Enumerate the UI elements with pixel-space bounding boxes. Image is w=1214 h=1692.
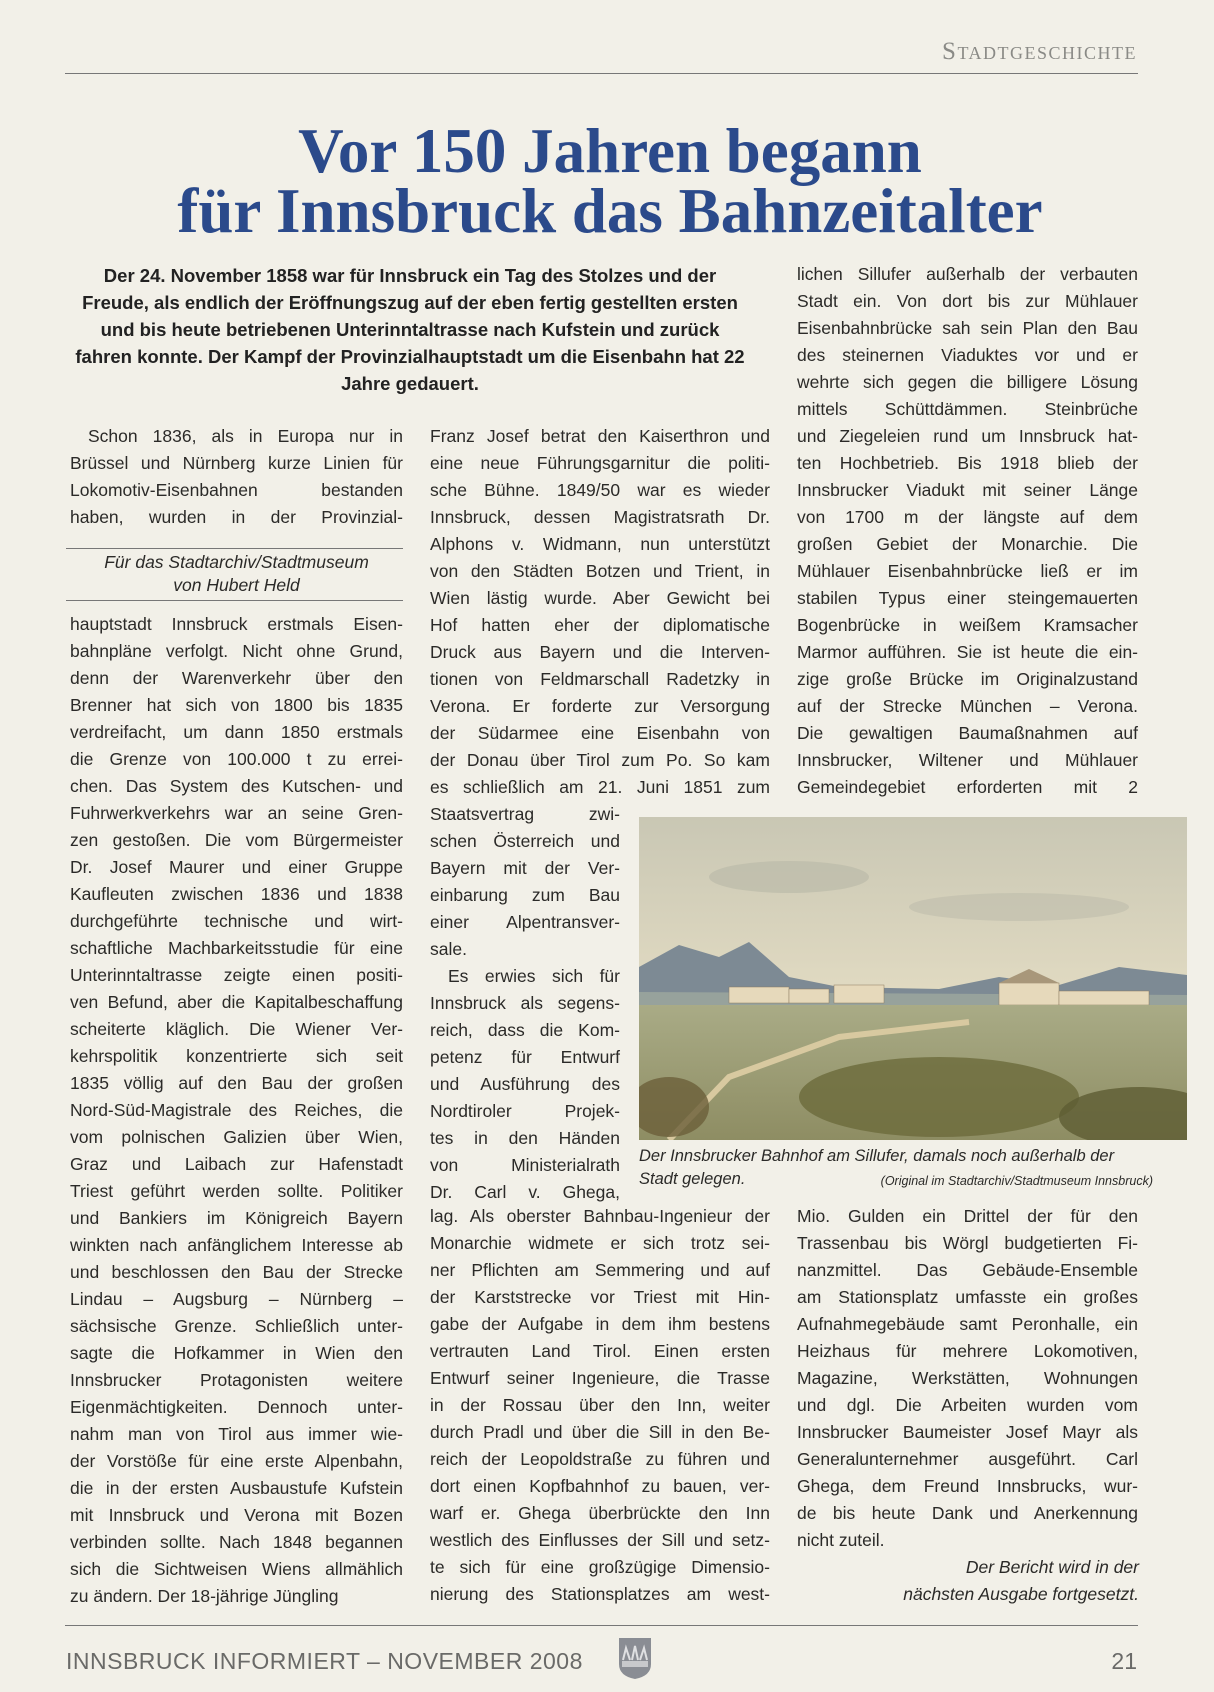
text-line: Dr. Josef Maurer und einer Gruppe (70, 857, 403, 877)
text-line: sche Bühne. 1849/50 war es wieder (430, 480, 770, 500)
headline-line-1: Vor 150 Jahren begann (298, 116, 922, 186)
text-line: Innsbrucker Protagonisten weitere (70, 1370, 403, 1390)
text-line: reich der Leopoldstraße zu führen und (430, 1449, 770, 1469)
text-line: verdreifacht, um dann 1850 erstmals (70, 722, 403, 742)
caption-line-1: Der Innsbrucker Bahnhof am Sillufer, damals noch außerhalb der (639, 1147, 1115, 1165)
text-line: Innsbrucker, Wiltener und Mühlauer (797, 750, 1138, 770)
painting-illustration (639, 817, 1187, 1140)
text-line: Monarchie widmete er sich trotz sei- (430, 1233, 770, 1253)
text-line: schaftliche Machbarkeitsstudie für eine (70, 938, 403, 958)
text-line: und dgl. Die Arbeiten wurden vom (797, 1395, 1138, 1415)
headline-line-2: für Innsbruck das Bahnzeitalter (177, 176, 1043, 246)
text-line: und beschlossen den Bau der Strecke (70, 1262, 403, 1282)
figure-caption (639, 1145, 1159, 1191)
text-line: sale. (430, 939, 467, 959)
text-line: der Vorstöße für eine erste Alpenbahn, (70, 1451, 403, 1471)
text-line: stabilen Typus einer steingemauerten (797, 588, 1138, 608)
footer-rule (65, 1625, 1138, 1626)
text-line: von den Städten Botzen und Trient, in (430, 561, 770, 581)
byline-rule-bottom (66, 600, 403, 601)
text-line: Marmor aufführen. Sie ist heute die ein- (797, 642, 1138, 662)
text-line: Innsbrucker Viadukt mit seiner Länge (797, 480, 1138, 500)
text-line: der Südarmee eine Eisenbahn von (430, 723, 770, 743)
text-line: westlich des Einflusses der Sill und setz- (430, 1530, 770, 1550)
text-line: und Bankiers im Königreich Bayern (70, 1208, 403, 1228)
text-line: Druck aus Bayern und die Interven- (430, 642, 770, 662)
text-line: dort einen Kopfbahnhof zu bauen, ver- (430, 1476, 770, 1496)
text-line: Mio. Gulden ein Drittel der für den (797, 1206, 1138, 1226)
text-line: de bis heute Dank und Anerkennung (797, 1503, 1138, 1523)
text-line: hauptstadt Innsbruck erstmals Eisen- (70, 614, 403, 634)
text-line: vom polnischen Galizien über Wien, (70, 1127, 403, 1147)
text-line: lichen Sillufer außerhalb der verbauten (797, 264, 1138, 284)
text-line: Franz Josef betrat den Kaiserthron und (430, 426, 770, 446)
text-line: te sich für eine großzügige Dimensio- (430, 1557, 770, 1577)
continued-line-1: Der Bericht wird in der (965, 1557, 1139, 1577)
text-line: Verona. Er forderte zur Versorgung (430, 696, 770, 716)
text-line: Es erwies sich für (448, 966, 620, 986)
text-line: nanzmittel. Das Gebäude-Ensemble (797, 1260, 1138, 1280)
text-line: Nordtiroler Projek- (430, 1101, 620, 1121)
byline (70, 551, 403, 597)
continued-note (903, 1554, 1139, 1608)
text-line: nahm man von Tirol aus immer wie- (70, 1424, 403, 1444)
text-line: Innsbruck als segens- (430, 993, 620, 1013)
text-line: warf er. Ghega überbrückte den Inn (430, 1503, 770, 1523)
text-line: Innsbruck, dessen Magistratsrath Dr. (430, 507, 770, 527)
text-line: ner Pflichten am Semmering und auf (430, 1260, 770, 1280)
text-line: Brüssel und Nürnberg kurze Linien für (70, 453, 403, 473)
text-line: die in der ersten Ausbaustufe Kufstein (70, 1478, 403, 1498)
city-crest-icon (618, 1634, 652, 1680)
text-line: Brenner hat sich von 1800 bis 1835 (70, 695, 403, 715)
text-line: am Stationsplatz umfasste ein großes (797, 1287, 1138, 1307)
text-line: großen Gebiet der Monarchie. Die (797, 534, 1138, 554)
text-line: schen Österreich und (430, 831, 620, 851)
text-line: des steinernen Viaduktes vor und er (797, 345, 1138, 365)
text-line: gabe der Aufgabe in dem ihm bestens (430, 1314, 770, 1334)
text-line: Stadt ein. Von dort bis zur Mühlauer (797, 291, 1138, 311)
text-line: es schließlich am 21. Juni 1851 zum (430, 777, 770, 797)
text-line: von 1700 m der längste auf dem (797, 507, 1138, 527)
text-line: Innsbrucker Baumeister Josef Mayr als (797, 1422, 1138, 1442)
text-line: tionen von Feldmarschall Radetzky in (430, 669, 770, 689)
text-line: mittels Schüttdämmen. Steinbrüche (797, 399, 1138, 419)
text-line: denn der Warenverkehr über den (70, 668, 403, 688)
station-painting (639, 817, 1187, 1140)
byline-author: von Hubert Held (173, 575, 300, 595)
text-line: Die gewaltigen Baumaßnahmen auf (797, 723, 1138, 743)
text-line: Ghega, dem Freund Innsbrucks, wur- (797, 1476, 1138, 1496)
text-line: Trassenbau bis Wörgl budgetierten Fi- (797, 1233, 1138, 1253)
text-line: bahnpläne verfolgt. Nicht ohne Grund, (70, 641, 403, 661)
text-line: zige große Brücke im Originalzustand (797, 669, 1138, 689)
text-line: Eisenbahnbrücke sah sein Plan den Bau (797, 318, 1138, 338)
text-line: Mühlauer Eisenbahnbrücke ließ er im (797, 561, 1138, 581)
text-line: chen. Das System des Kutschen- und (70, 776, 403, 796)
text-line: petenz für Entwurf (430, 1047, 620, 1067)
text-line: Eigenmächtigkeiten. Dennoch unter- (70, 1397, 403, 1417)
text-line: durch Pradl und über die Sill in den Be- (430, 1422, 770, 1442)
text-line: haben, wurden in der Provinzial- (70, 507, 403, 527)
text-line: eine neue Führungsgarnitur die politi- (430, 453, 770, 473)
text-line: tes in den Händen (430, 1128, 620, 1148)
text-line: sächsische Grenze. Schließlich unter- (70, 1316, 403, 1336)
text-line: Heizhaus für mehrere Lokomotiven, (797, 1341, 1138, 1361)
text-line: lag. Als oberster Bahnbau-Ingenieur der (430, 1206, 770, 1226)
text-line: wehrte sich gegen die billigere Lösung (797, 372, 1138, 392)
text-line: Lindau – Augsburg – Nürnberg – (70, 1289, 403, 1309)
text-line: die Grenze von 100.000 t zu errei- (70, 749, 403, 769)
text-line: und Ziegeleien rund um Innsbruck hat- (797, 426, 1138, 446)
text-line: Triest geführt werden sollte. Politiker (70, 1181, 403, 1201)
text-line: und Ausführung des (430, 1074, 620, 1094)
text-line: Entwurf seiner Ingenieure, die Trasse (430, 1368, 770, 1388)
byline-line-1: Für das Stadtarchiv/Stadtmuseum (104, 552, 369, 572)
text-line: Schon 1836, als in Europa nur in (88, 426, 403, 446)
text-line: sich die Sichtweisen Wiens allmählich (70, 1559, 403, 1579)
text-line: einbarung zum Bau (430, 885, 620, 905)
text-line: Gemeindegebiet erforderten mit 2 (797, 777, 1138, 797)
text-line: der Karststrecke vor Triest mit Hin- (430, 1287, 770, 1307)
text-line: Bogenbrücke in weißem Kramsacher (797, 615, 1138, 635)
text-line: Kaufleuten zwischen 1836 und 1838 (70, 884, 403, 904)
text-line: Wien lästig wurde. Aber Gewicht bei (430, 588, 770, 608)
text-line: Lokomotiv-Eisenbahnen bestanden (70, 480, 403, 500)
text-line: einer Alpentransver- (430, 912, 620, 932)
text-line: Dr. Carl v. Ghega, (430, 1182, 620, 1202)
text-line: nierung des Stationsplatzes am west- (430, 1584, 770, 1604)
publication-footer: INNSBRUCK INFORMIERT – NOVEMBER 2008 (66, 1648, 583, 1674)
text-line: mit Innsbruck und Verona mit Bozen (70, 1505, 403, 1525)
page-number: 21 (1111, 1648, 1137, 1674)
text-line: scheiterte kläglich. Die Wiener Ver- (70, 1019, 403, 1039)
text-line: zen gestoßen. Die vom Bürgermeister (70, 830, 403, 850)
text-line: Staatsvertrag zwi- (430, 804, 620, 824)
text-line: Graz und Laibach zur Hafenstadt (70, 1154, 403, 1174)
text-line: vertrauten Land Tirol. Einen ersten (430, 1341, 770, 1361)
continued-line-2: nächsten Ausgabe fortgesetzt. (903, 1584, 1139, 1604)
text-line: Hof hatten eher der diplomatische (430, 615, 770, 635)
text-line: ten Hochbetrieb. Bis 1918 blieb der (797, 453, 1138, 473)
text-line: der Donau über Tirol zum Po. So kam (430, 750, 770, 770)
text-line: winkten nach anfänglichem Interesse ab (70, 1235, 403, 1255)
text-line: Unterinntaltrasse zeigte einen positi- (70, 965, 403, 985)
text-line: verbinden sollte. Nach 1848 begannen (70, 1532, 403, 1552)
text-line: reich, dass die Kom- (430, 1020, 620, 1040)
text-line: kehrspolitik konzentrierte sich seit (70, 1046, 403, 1066)
byline-rule-top (66, 548, 403, 549)
text-line: Alphons v. Widmann, nun unterstützt (430, 534, 770, 554)
lead-paragraph: Der 24. November 1858 war für Innsbruck ein Tag des Stolzes und der Freude, als endlich der Eröffnungszug auf der eben fertig gestellten ersten und bis heute betriebenen Unterinntaltrasse nach Kufstein und zurück fahren konnte. Der Kampf der Provinzialhauptstadt um die Eisenbahn hat 22 Jahre gedauert. (75, 265, 745, 394)
text-line: 1835 völlig auf den Bau der großen (70, 1073, 403, 1093)
text-line: von Ministerialrath (430, 1155, 620, 1175)
text-line: Bayern mit der Ver- (430, 858, 620, 878)
text-line: sagte die Hofkammer in Wien den (70, 1343, 403, 1363)
text-line: nicht zuteil. (797, 1530, 885, 1550)
section-label: Stadtgeschichte (942, 38, 1137, 65)
text-line: Generalunternehmer ausgeführt. Carl (797, 1449, 1138, 1469)
text-line: Fuhrwerkverkehrs war an seine Gren- (70, 803, 403, 823)
text-line: Aufnahmegebäude samt Peronhalle, ein (797, 1314, 1138, 1334)
header-rule (65, 73, 1138, 74)
text-line: Nord-Süd-Magistrale des Reiches, die (70, 1100, 403, 1120)
text-line: durchgeführte technische und wirt- (70, 911, 403, 931)
image-credit: (Original im Stadtarchiv/Stadtmuseum Innsbruck) (880, 1174, 1153, 1188)
text-line: zu ändern. Der 18-jährige Jüngling (70, 1586, 339, 1606)
text-line: in der Rossau über den Inn, weiter (430, 1395, 770, 1415)
caption-line-2: Stadt gelegen. (639, 1170, 746, 1188)
text-line: Magazine, Werkstätten, Wohnungen (797, 1368, 1138, 1388)
text-line: auf der Strecke München – Verona. (797, 696, 1138, 716)
text-line: ven Befund, aber die Kapitalbeschaffung (70, 992, 403, 1012)
